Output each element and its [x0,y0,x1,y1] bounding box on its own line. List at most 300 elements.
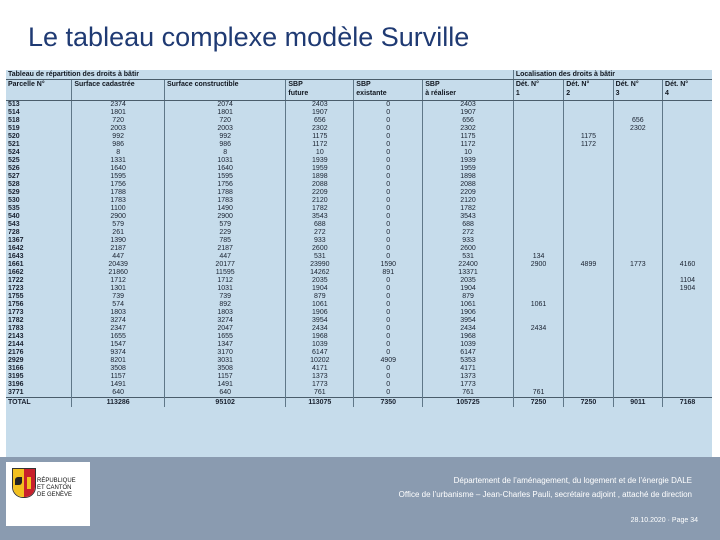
cell-sbp-existing: 0 [354,293,423,301]
cell-buildable: 720 [164,117,285,125]
cell-buildable: 2900 [164,213,285,221]
cell-sbp-existing: 0 [354,109,423,117]
cell-det-2 [564,365,613,373]
table-row [6,181,712,189]
cell-det-2 [564,189,613,197]
table-row [6,173,712,181]
cell-sbp-to-build: 2302 [423,125,514,133]
cell-det-4 [663,173,712,181]
cell-sbp-existing: 0 [354,101,423,110]
table-row [6,197,712,205]
cell-det-1 [513,149,563,157]
cell-det-1 [513,197,563,205]
cell-parcel: 520 [6,133,72,141]
cell-det-4 [663,365,712,373]
logo-line-2: ET CANTON [37,485,72,491]
cell-sbp-to-build: 688 [423,221,514,229]
cell-det-3 [613,365,662,373]
cell-cadastral: 1301 [72,285,165,293]
cell-sbp-to-build: 1907 [423,109,514,117]
cell-cadastral: 574 [72,301,165,309]
cell-sbp-future: 4171 [286,365,354,373]
cell-det-3 [613,325,662,333]
cell-det-3 [613,109,662,117]
cell-sbp-existing: 0 [354,389,423,398]
cell-sbp-to-build: 2434 [423,325,514,333]
cell-parcel: 521 [6,141,72,149]
cell-buildable: 785 [164,237,285,245]
header-det-2-label: Dét. N° [566,81,590,88]
cell-sbp-future: 1959 [286,165,354,173]
header-sbp-future [286,80,354,101]
header-det-3-label: Dét. N° [615,81,639,88]
table-row [6,157,712,165]
cell-sbp-to-build: 879 [423,293,514,301]
cell-det-2 [564,229,613,237]
scanned-table [6,70,712,457]
cell-sbp-to-build: 761 [423,389,514,398]
cell-det-3 [613,181,662,189]
cell-buildable: 1490 [164,205,285,213]
table-row [6,325,712,333]
cell-det-1 [513,181,563,189]
cell-det-2 [564,349,613,357]
cell-det-3 [613,341,662,349]
cell-det-3 [613,229,662,237]
cell-buildable: 640 [164,389,285,398]
cell-det-3 [613,237,662,245]
cell-cadastral: 640 [72,389,165,398]
cell-det-2 [564,285,613,293]
cell-det-3 [613,197,662,205]
cell-buildable: 1788 [164,189,285,197]
cell-sbp-future: 3954 [286,317,354,325]
cell-sbp-to-build: 4171 [423,365,514,373]
table-row [6,349,712,357]
cell-det-2 [564,389,613,398]
table-row [6,253,712,261]
cell-det-3 [613,301,662,309]
cell-sbp-future: 113075 [286,398,354,408]
cell-det-4 [663,309,712,317]
cell-sbp-existing: 1590 [354,261,423,269]
table-row [6,245,712,253]
cell-cadastral: 986 [72,141,165,149]
cell-det-2 [564,373,613,381]
cell-det-2 [564,309,613,317]
cell-det-4 [663,333,712,341]
cell-det-4 [663,157,712,165]
cell-sbp-to-build: 1061 [423,301,514,309]
logo-line-3: DE GENÈVE [37,492,73,498]
cell-det-2 [564,205,613,213]
cell-det-2 [564,269,613,277]
cell-cadastral: 1100 [72,205,165,213]
cell-det-3 [613,357,662,365]
cell-buildable: 20177 [164,261,285,269]
cell-sbp-future: 1773 [286,381,354,389]
table-row [6,237,712,245]
logo-line-1: RÉPUBLIQUE [37,478,76,484]
cell-cadastral: 579 [72,221,165,229]
cell-det-3 [613,245,662,253]
cell-sbp-existing: 0 [354,189,423,197]
cell-sbp-existing: 0 [354,213,423,221]
cell-sbp-future: 1782 [286,205,354,213]
cell-det-2 [564,301,613,309]
header-det-4 [663,80,712,101]
cell-det-2 [564,381,613,389]
header-det-1 [513,80,563,101]
cell-sbp-future: 2302 [286,125,354,133]
cell-cadastral: 992 [72,133,165,141]
cell-det-4 [663,253,712,261]
header-det-1-label: Dét. N° [515,81,539,88]
cell-parcel: 1773 [6,309,72,317]
cell-det-1 [513,205,563,213]
cell-sbp-future: 2434 [286,325,354,333]
cell-sbp-to-build: 656 [423,117,514,125]
cell-det-2: 1175 [564,133,613,141]
table-row [6,365,712,373]
cell-det-4 [663,293,712,301]
cell-det-4 [663,389,712,398]
cell-det-2 [564,277,613,285]
cell-det-4 [663,101,712,110]
section-right-title: Localisation des droits à bâtir [513,70,712,80]
cell-det-2 [564,221,613,229]
cell-det-3 [613,157,662,165]
cell-cadastral: 20439 [72,261,165,269]
cell-sbp-future: 3543 [286,213,354,221]
cell-det-3 [613,373,662,381]
header-sbp-existing-2: existante [356,90,387,97]
cell-buildable: 579 [164,221,285,229]
cell-det-1 [513,141,563,149]
table-row [6,117,712,125]
cell-sbp-future: 531 [286,253,354,261]
cell-sbp-to-build: 1039 [423,341,514,349]
cell-det-1 [513,157,563,165]
cell-sbp-existing: 0 [354,197,423,205]
cell-parcel: 1782 [6,317,72,325]
cell-sbp-existing: 0 [354,285,423,293]
cell-det-2 [564,245,613,253]
cell-cadastral: 8 [72,149,165,157]
table-row [6,341,712,349]
cell-det-2 [564,157,613,165]
cell-buildable: 892 [164,301,285,309]
cell-det-4 [663,357,712,365]
table-row [6,277,712,285]
cell-sbp-existing: 0 [354,309,423,317]
cell-det-2 [564,125,613,133]
cell-det-3 [613,101,662,110]
cell-parcel: 1662 [6,269,72,277]
cell-cadastral: 1801 [72,109,165,117]
cell-det-1 [513,285,563,293]
cell-sbp-future: 879 [286,293,354,301]
cell-det-4 [663,141,712,149]
cell-sbp-to-build: 2088 [423,181,514,189]
cell-parcel: 3166 [6,365,72,373]
cell-cadastral: 2347 [72,325,165,333]
cell-det-4 [663,117,712,125]
cell-buildable: 1712 [164,277,285,285]
cell-parcel: 514 [6,109,72,117]
cell-det-1 [513,373,563,381]
header-det-2-num: 2 [566,90,571,97]
cell-buildable: 1783 [164,197,285,205]
cell-det-3: 656 [613,117,662,125]
cell-sbp-existing: 0 [354,157,423,165]
cell-cadastral: 1390 [72,237,165,245]
cell-buildable: 1801 [164,109,285,117]
cell-det-4 [663,349,712,357]
table-row [6,285,712,293]
cell-buildable: 8 [164,149,285,157]
cell-det-4 [663,317,712,325]
cell-sbp-existing: 0 [354,237,423,245]
table-row [6,389,712,398]
cell-sbp-future: 2209 [286,189,354,197]
cell-sbp-to-build: 3543 [423,213,514,221]
cell-parcel: 728 [6,229,72,237]
cell-parcel: 2143 [6,333,72,341]
cell-buildable: 1640 [164,165,285,173]
cell-sbp-future: 1175 [286,133,354,141]
cell-det-3 [613,133,662,141]
cell-sbp-existing: 0 [354,117,423,125]
cell-parcel: 526 [6,165,72,173]
cell-cadastral: 9374 [72,349,165,357]
cell-parcel: 527 [6,173,72,181]
header-det-4-label: Dét. N° [665,81,689,88]
cell-sbp-to-build: 1904 [423,285,514,293]
cell-sbp-future: 1373 [286,373,354,381]
cell-det-3 [613,149,662,157]
cell-sbp-to-build: 3954 [423,317,514,325]
cell-det-2 [564,173,613,181]
header-sbp-existing [354,80,423,101]
cell-cadastral: 1712 [72,277,165,285]
cell-buildable: 1595 [164,173,285,181]
cell-det-2: 4899 [564,261,613,269]
cell-sbp-to-build: 1175 [423,133,514,141]
cell-buildable: 1031 [164,157,285,165]
cell-sbp-to-build: 1939 [423,157,514,165]
cell-det-1 [513,117,563,125]
cell-det-2 [564,181,613,189]
cell-buildable: 739 [164,293,285,301]
table-row [6,221,712,229]
table-row [6,269,712,277]
cell-det-3 [613,269,662,277]
table-row [6,149,712,157]
header-sbp-to-build-2: à réaliser [425,90,456,97]
cell-det-1 [513,293,563,301]
cell-det-1 [513,237,563,245]
cell-det-1: 7250 [513,398,563,408]
cell-det-3 [613,189,662,197]
cell-det-1 [513,317,563,325]
cell-parcel: 530 [6,197,72,205]
cell-cadastral: 1640 [72,165,165,173]
cell-det-3 [613,293,662,301]
cell-det-3 [613,165,662,173]
cell-sbp-existing: 0 [354,133,423,141]
cell-buildable: 1491 [164,381,285,389]
cell-buildable: 447 [164,253,285,261]
cell-parcel: 3195 [6,373,72,381]
table-row [6,189,712,197]
cell-sbp-to-build: 1373 [423,373,514,381]
cell-sbp-existing: 891 [354,269,423,277]
cell-sbp-to-build: 1782 [423,205,514,213]
cell-sbp-future: 1904 [286,285,354,293]
cell-sbp-to-build: 272 [423,229,514,237]
cell-cadastral: 8201 [72,357,165,365]
cell-parcel: 2929 [6,357,72,365]
cell-sbp-future: 2120 [286,197,354,205]
cell-det-1 [513,165,563,173]
cell-sbp-to-build: 10 [423,149,514,157]
cell-sbp-existing: 0 [354,373,423,381]
cell-det-2 [564,197,613,205]
cell-det-4 [663,109,712,117]
cell-sbp-existing: 0 [354,205,423,213]
table-row [6,205,712,213]
cell-parcel: 529 [6,189,72,197]
cell-sbp-future: 23990 [286,261,354,269]
cell-parcel: 1723 [6,285,72,293]
cell-sbp-existing: 4909 [354,357,423,365]
cell-sbp-to-build: 13371 [423,269,514,277]
cell-sbp-to-build: 1898 [423,173,514,181]
cell-det-2 [564,253,613,261]
cell-buildable: 2187 [164,245,285,253]
cell-sbp-future: 1172 [286,141,354,149]
cell-cadastral: 1655 [72,333,165,341]
cell-buildable: 1655 [164,333,285,341]
cell-det-4 [663,373,712,381]
cell-det-1 [513,229,563,237]
cell-sbp-future: 10202 [286,357,354,365]
cell-sbp-future: 2035 [286,277,354,285]
cell-det-2 [564,325,613,333]
cell-buildable: 2074 [164,101,285,110]
cell-parcel: 1642 [6,245,72,253]
cell-sbp-future: 1061 [286,301,354,309]
cell-det-1 [513,341,563,349]
cell-det-1 [513,269,563,277]
cell-det-4: 1104 [679,277,696,284]
cell-sbp-to-build: 105725 [423,398,514,408]
cell-cadastral: 113286 [72,398,165,408]
cell-det-3 [613,277,662,285]
column-header-row [6,80,712,101]
cell-buildable: 1157 [164,373,285,381]
geneva-logo [6,462,90,526]
cell-det-4 [663,197,712,205]
cell-sbp-existing: 0 [354,165,423,173]
cell-parcel: 2144 [6,341,72,349]
cell-sbp-existing: 0 [354,245,423,253]
cell-sbp-to-build: 1906 [423,309,514,317]
table-row [6,229,712,237]
cell-buildable: 3274 [164,317,285,325]
cell-sbp-future: 10 [286,149,354,157]
cell-det-1 [513,101,563,110]
cell-sbp-future: 1939 [286,157,354,165]
cell-det-2 [564,317,613,325]
cell-det-4 [663,237,712,245]
cell-sbp-existing: 0 [354,381,423,389]
cell-det-1: 2900 [513,261,563,269]
header-det-4-num: 4 [665,90,669,97]
cell-buildable: 992 [164,133,285,141]
cell-det-3: 1773 [613,261,662,269]
cell-det-3 [613,317,662,325]
cell-sbp-existing: 0 [354,317,423,325]
section-left-title: Tableau de répartition des droits à bâtir [6,70,513,80]
cell-det-3 [613,389,662,398]
header-det-3-num: 3 [615,90,620,97]
cell-cadastral: 2003 [72,125,165,133]
cell-det-1 [513,213,563,221]
header-cadastral: Surface cadastrée [72,80,165,101]
header-sbp-to-build-1: SBP [425,81,440,88]
cell-parcel: 1722 [6,277,72,285]
table-row [6,357,712,365]
cell-det-4 [663,213,712,221]
cell-sbp-future: 272 [286,229,354,237]
cell-parcel: 543 [6,221,72,229]
cell-det-2 [564,165,613,173]
cell-det-3 [613,221,662,229]
table-row [6,101,712,110]
cell-sbp-existing: 0 [354,301,423,309]
table-row [6,125,712,133]
cell-sbp-to-build: 2600 [423,245,514,253]
cell-parcel: 513 [6,101,72,110]
cell-sbp-existing: 0 [354,277,423,285]
cell-cadastral: 2900 [72,213,165,221]
cell-parcel: 524 [6,149,72,157]
cell-det-2: 7250 [564,398,613,408]
cell-det-3 [613,253,662,261]
cell-cadastral: 447 [72,253,165,261]
footer-office: Office de l’urbanisme – Jean-Charles Pauli, secrétaire adjoint , attaché de direction [398,490,692,499]
cell-cadastral: 21860 [72,269,165,277]
table-row [6,309,712,317]
cell-det-3 [613,213,662,221]
cell-buildable: 1031 [164,285,285,293]
cell-sbp-future: 688 [286,221,354,229]
cell-cadastral: 1788 [72,189,165,197]
cell-cadastral: 1491 [72,381,165,389]
header-det-2 [564,80,613,101]
cell-sbp-future: 933 [286,237,354,245]
cell-det-4 [663,221,712,229]
header-sbp-to-build [423,80,514,101]
cell-det-4 [663,165,712,173]
cell-det-2 [564,109,613,117]
cell-det-1 [513,189,563,197]
cell-buildable: 2003 [164,125,285,133]
cell-sbp-to-build: 2035 [423,277,514,285]
cell-cadastral: 1783 [72,197,165,205]
